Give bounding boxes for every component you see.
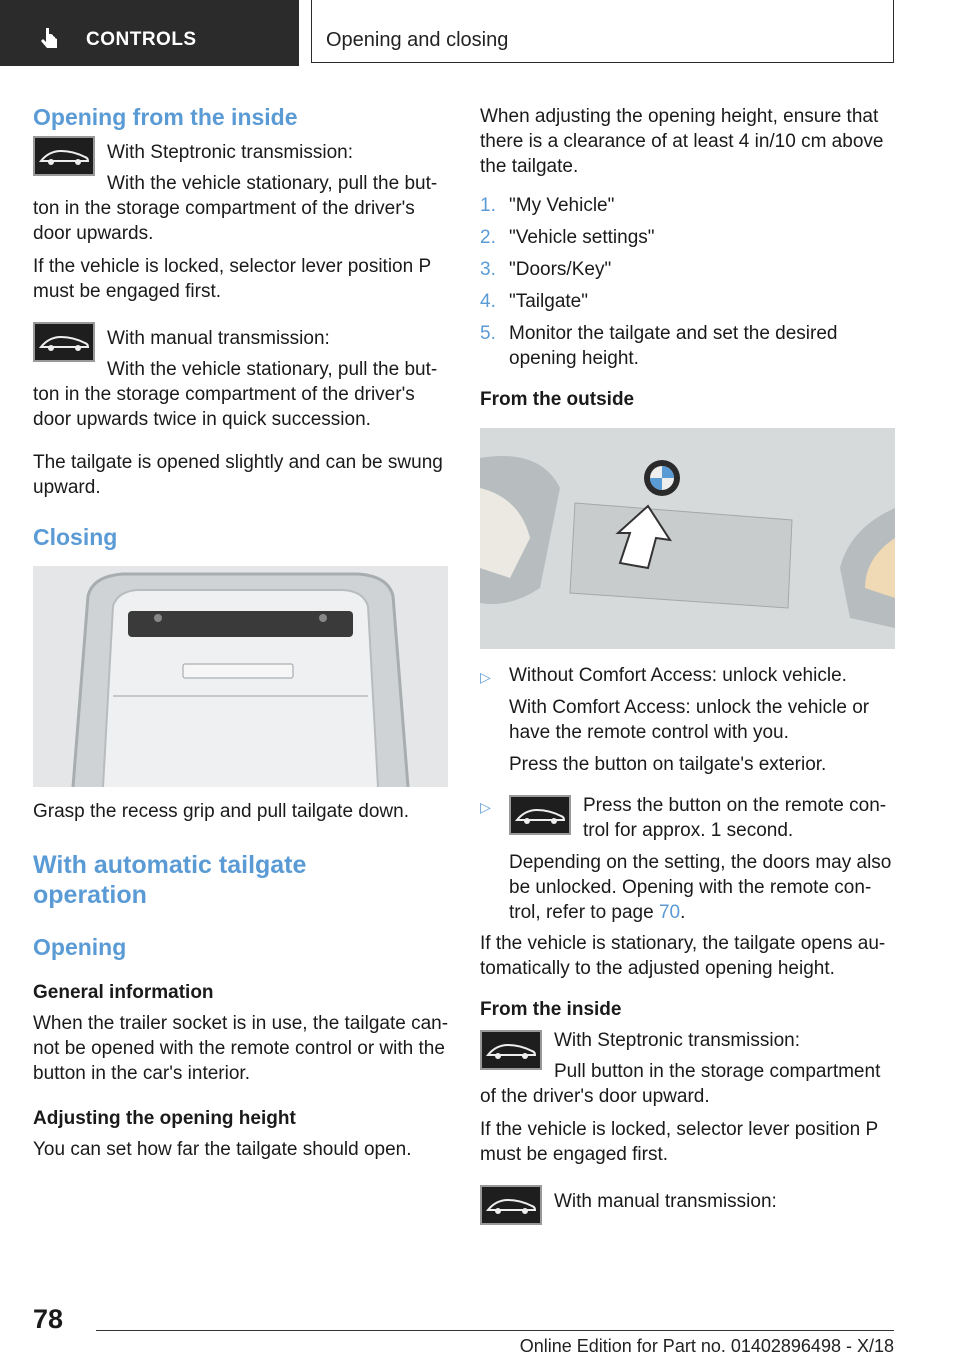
locked-note: If the vehicle is locked, selector lever position P must be engaged first. [33,256,431,302]
heading-general-information: General information [33,982,214,1003]
chapter-tab [311,0,894,63]
outside-bullets [480,663,896,925]
heading-adjusting-height: Adjusting the opening height [33,1108,296,1129]
step-item: 3. "Doors/Key" [480,259,612,280]
heading-automatic-tailgate: With automatic tailgate operation [33,851,307,909]
tailgate-interior-illustration [33,566,448,787]
section-tab [0,0,299,66]
edition-note: Online Edition for Part no. 01402896498 - X/18 [519,1336,894,1356]
page-link[interactable]: 70 [658,902,681,923]
steptronic-label-2: With Steptronic transmission: [554,1030,801,1051]
steptronic-block [33,140,449,246]
triangle-bullet-icon: ▷ [480,669,491,685]
car-icon [33,322,95,362]
step-item: 2. "Vehicle settings" [480,227,655,248]
opened-note: The tailgate is opened slightly and can be swung upward. [33,452,443,498]
footer-rule [96,1330,894,1331]
tailgate-button-illustration [480,428,895,649]
locked-note-2: If the vehicle is locked, selector lever position P must be engaged first. [480,1119,878,1165]
triangle-bullet-icon: ▷ [480,799,491,815]
chapter-title: Opening and closing [326,29,509,51]
steptronic-label: With Steptronic transmission: [107,142,354,163]
hand-pointer-icon [40,28,62,54]
pull-text-b: of the driver's door upward. [480,1086,710,1107]
steptronic-block-2 [480,1028,896,1109]
heading-closing: Closing [33,524,118,550]
closing-text: Grasp the recess grip and pull tailgate down. [33,801,409,822]
steptronic-text-b: ton in the storage compartment of the driver's door upwards. [33,198,415,244]
car-icon [509,795,571,835]
car-icon [33,136,95,176]
step-item: 1. "My Vehicle" [480,195,615,216]
settings-steps [480,193,896,371]
manual-block [33,326,449,432]
manual-label-2: With manual transmission: [554,1191,777,1212]
manual-label: With manual transmission: [107,328,330,349]
tailgate-exterior-drawing [480,428,895,649]
step-item: 4. "Tailgate" [480,291,588,312]
bullet-item: ▷ Without Comfort Access: unlock vehicle. With Comfort Access: unlock the vehicle or have the remote control with you. Press the button on tailgate's exterior. [480,665,870,775]
car-icon [480,1030,542,1070]
pull-text-a: Pull button in the storage compartment [554,1061,881,1082]
stationary-text: If the vehicle is stationary, the tailgate opens au‐tomatically to the adjusted opening height. [480,933,886,979]
section-title: CONTROLS [86,29,197,50]
page-header [0,0,960,66]
page-number: 78 [33,1304,64,1334]
left-column [33,98,449,1162]
manual-text-b: ton in the storage compartment of the driver's door upwards twice in quick succession. [33,384,415,430]
manual-text-a: With the vehicle stationary, pull the but‐ [107,359,438,380]
right-column [480,104,896,1230]
car-icon [480,1185,542,1225]
heading-from-inside: From the inside [480,999,622,1020]
heading-from-outside: From the outside [480,389,635,410]
tailgate-drawing [33,566,448,787]
heading-opening: Opening [33,934,127,960]
adjust-text: You can set how far the tailgate should open. [33,1139,412,1160]
manual-block-2 [480,1189,896,1214]
step-item: 5. Monitor the tailgate and set the desired opening height. [480,323,838,369]
general-text: When the trailer socket is in use, the tailgate can‐not be opened with the remote control or with the button in the car's interior. [33,1013,449,1084]
steptronic-text-a: With the vehicle stationary, pull the but‐ [107,173,438,194]
bullet-item: ▷ Press the button on the remote con‐trol for approx. 1 second. Depending on the setting, the doors may also be unlocked. Opening with the remote con‐trol, refer to page 70. [480,795,892,923]
heading-opening-inside: Opening from the inside [33,104,298,130]
clearance-text: When adjusting the opening height, ensure that there is a clearance of at least 4 in/10 cm above the tailgate. [480,106,884,177]
